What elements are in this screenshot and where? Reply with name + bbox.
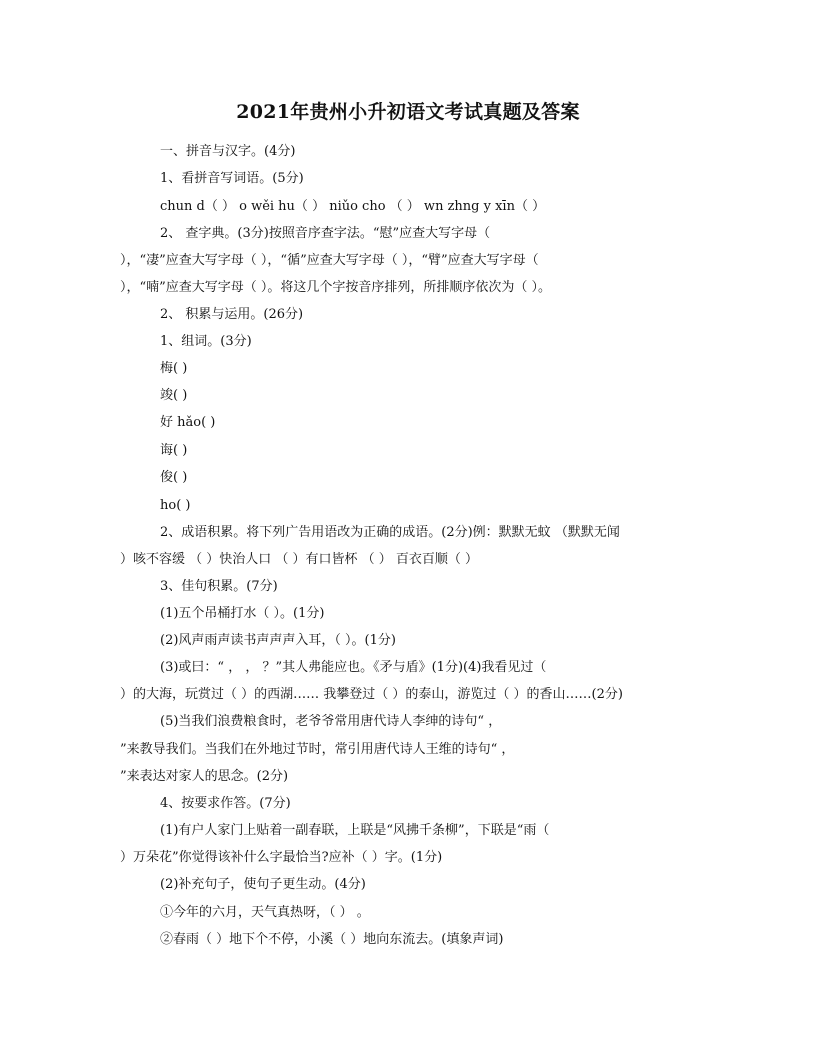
- word-item: 竣( ): [160, 388, 188, 403]
- question-line: 2、 查字典。(3分)按照音序查字法。“慰”应查大写字母（: [160, 226, 491, 241]
- question-line: ①今年的六月，天气真热呀，（ ） 。: [160, 905, 370, 920]
- question-line: (1)五个吊桶打水（ ）。(1分): [160, 606, 325, 621]
- question-line: (1)有户人家门上贴着一副春联，上联是“风拂千条柳”，下联是“雨（: [160, 823, 550, 838]
- question-line: ），“凄”应查大写字母（ ），“循”应查大写字母（ ），“臂”应查大写字母（: [120, 253, 539, 268]
- question-line: 2、成语积累。将下列广告用语改为正确的成语。(2分)例：默默无蚊 （默默无闻: [160, 525, 620, 540]
- word-item: 俊( ): [160, 470, 188, 485]
- section-heading: 2、 积累与运用。(26分): [160, 307, 304, 322]
- document-title: 2021年贵州小升初语文考试真题及答案: [236, 101, 580, 123]
- word-item: 诲( ): [160, 443, 188, 458]
- pinyin-line: chun d（ ） o wěi hu（ ） niǔo cho （ ） wn zhng y xīn（ ）: [160, 199, 546, 214]
- question-line: ②春雨（ ）地下个不停，小溪（ ）地向东流去。(填象声词): [160, 932, 504, 947]
- question-line: 1、看拼音写词语。(5分): [160, 171, 304, 186]
- question-line: ”来表达对家人的思念。(2分): [120, 769, 289, 784]
- question-line: ）万朵花”你觉得该补什么字最恰当?应补（ ）字。(1分): [120, 850, 443, 865]
- word-item: 好 hǎo( ): [160, 415, 216, 430]
- word-item: ho( ): [160, 498, 191, 513]
- word-item: 梅( ): [160, 361, 188, 376]
- question-line: (2)风声雨声读书声声声入耳，（ ）。(1分): [160, 633, 396, 648]
- question-line: 3、佳句积累。(7分): [160, 579, 278, 594]
- question-line: ）的大海，玩赏过（ ）的西湖…… 我攀登过（ ）的泰山，游览过（ ）的香山……(2分): [120, 687, 623, 702]
- question-line: 4、按要求作答。(7分): [160, 796, 291, 811]
- question-line: (3)或曰：“ ， ， ？”其人弗能应也。《矛与盾》(1分)(4)我看见过（: [160, 660, 547, 675]
- question-line: ”来教导我们。当我们在外地过节时，常引用唐代诗人王维的诗句“ ，: [120, 742, 515, 757]
- question-line: (5)当我们浪费粮食时，老爷爷常用唐代诗人李绅的诗句“ ，: [160, 714, 502, 729]
- question-line: (2)补充句子，使句子更生动。(4分): [160, 877, 366, 892]
- question-line: 1、组词。(3分): [160, 334, 252, 349]
- question-line: ）咳不容缓 （ ）快治人口 （ ）有口皆杯 （ ） 百衣百顺（ ）: [120, 552, 479, 567]
- question-line: ），“喃”应查大写字母（ ）。将这几个字按音序排列，所排顺序依次为（ ）。: [120, 280, 552, 295]
- section-heading: 一、拼音与汉字。(4分): [160, 144, 296, 159]
